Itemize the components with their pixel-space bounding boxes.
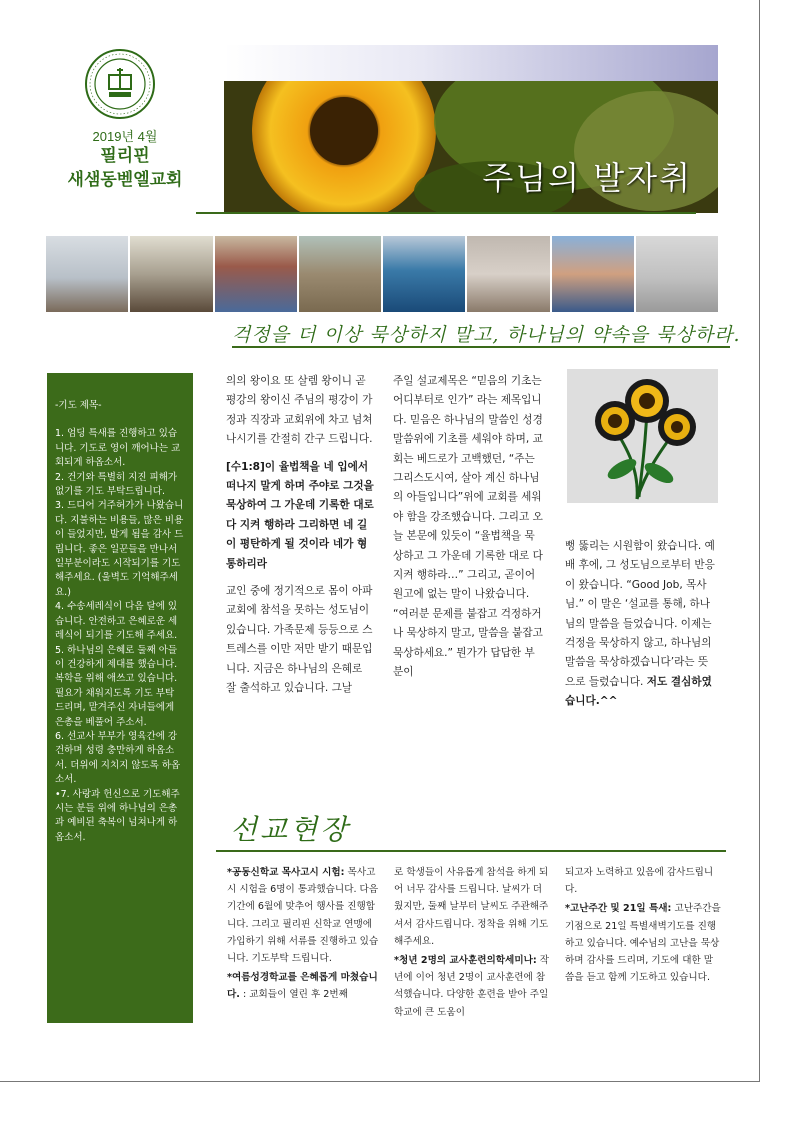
prayer-item: 5. 하나님의 은혜로 둘째 아들이 건강하게 제대를 했습니다. 복학을 위해 애쓰고 있습니다. 필요가 채워지도록 기도 부탁 드리며, 맡겨주신 자녀들에게 은총을 베풀어 주소서. <box>55 644 178 728</box>
photo-classroom <box>130 236 212 312</box>
mission-paragraph: 로 학생들이 사유롭게 참석을 하게 되어 너무 감사를 드립니다. 날씨가 더웠지만, 둘째 날부터 날씨도 주관해주셔서 감사드립니다. 정착을 위해 기도해주세요. <box>394 867 549 947</box>
photo-class-session <box>467 236 549 312</box>
mission-item-label: *고난주간 및 21일 특새: <box>565 903 672 915</box>
mission-divider <box>216 850 726 852</box>
photo-church-interior <box>46 236 128 312</box>
motto-text: 걱정을 더 이상 묵상하지 말고, 하나님의 약속을 묵상하라. <box>232 324 741 346</box>
prayer-item: 4. 수송세레식이 다음 달에 있습니다. 안전하고 은혜로운 세레식이 되기를 기도해 주세요. <box>55 601 178 642</box>
mission-section-title: 선교현장 <box>230 813 351 846</box>
church-name <box>40 144 210 192</box>
header-divider <box>196 212 696 214</box>
photo-children-crowd <box>215 236 297 312</box>
issue-date: 2019년 4월 <box>92 129 158 144</box>
article-paragraph: 주일 설교제목은 “믿음의 기초는 어디부터로 인가” 라는 제목입니다. 믿음은 하나님의 말씀인 성경말씀위에 기초를 세워야 하며, 교회는 베드로가 고백했던, “주는 그리스도시여, 살아 계신 하나님의 아들입니다”위에 교회를 세워야 함을 강조했습니다. 그리고 오늘 본문에 있듯이 “율법책을 묵상하고 그 가운데 기록한 대로 다 지켜 행하라…” 그리고, 곧이어 원고에 없는 말이 나왔습니다. “여러분 문제를 붙잡고 걱정하거나 묵상하지 말고, 말씀을 붙잡고 묵상하세요.” 뭔가가 답답한 부분이 <box>393 375 543 679</box>
photo-empty-hall <box>636 236 718 312</box>
sunflower-clipart <box>567 369 718 503</box>
prayer-title: -기도 제목- <box>55 400 102 411</box>
mission-item-label: *여름성경학교를 은혜롭게 마쳤습니다. <box>227 972 378 1001</box>
mission-item-text: : 교회들이 열린 후 2번째 <box>242 989 348 1001</box>
prayer-item: •7. 사랑과 헌신으로 기도해주시는 분들 위에 하나님의 은총과 예비된 축복이 넘쳐나게 하옵소서. <box>55 788 180 843</box>
mission-item-text: 목사고시 시험을 6명이 통과했습니다. 다음 기간에 6월에 맞추어 행사를 진행합니다. 그리고 필리핀 신학교 연맹에 가입하기 위해 서류를 진행하고 있습니다. 기도부탁 드립니다. <box>227 867 379 965</box>
mission-column-3 <box>565 864 721 988</box>
scripture-verse: [수1:8]이 율법책을 네 입에서 떠나지 말게 하며 주야로 그것을 묵상하여 그 가운데 기록한 대로 다 지켜 행하라 그리하면 네 길이 평탄하게 될 것이라 네가 형통하리라 <box>226 460 374 570</box>
mission-item-text: 작년에 이어 청년 2명이 교사훈련에 참석했습니다. 다양한 훈련을 받아 주일학교에 큰 도움이 <box>394 955 550 1018</box>
article-paragraph: 교인 중에 정기적으로 몸이 아파 교회에 참석을 못하는 성도님이 있습니다. 가족문제 등등으로 스트레스를 이만 저만 받기 때문입니다. 지금은 하나님의 은혜로 잘 출석하고 있습니다. 그날 <box>226 585 373 695</box>
mission-item-label: *공동신학교 목사고시 시험: <box>227 867 345 878</box>
banner-title: 주님의 발자취 <box>482 159 692 197</box>
mission-item-label: *청년 2명의 교사훈련의학세미나: <box>394 955 537 967</box>
mission-column-2 <box>394 864 550 1023</box>
article-paragraph: 의의 왕이요 또 살렘 왕이니 곧 평강의 왕이신 주님의 평강이 가정과 직장과 교회위에 차고 넘쳐나시기를 간절히 간구 드립니다. <box>226 375 373 446</box>
closing-statement: 저도 결심하였습니다.^^ <box>565 675 712 708</box>
mission-column-1 <box>227 864 379 1006</box>
church-name-line1: 필리핀 <box>100 146 150 166</box>
motto-divider <box>232 346 730 348</box>
prayer-requests-box <box>47 373 193 1023</box>
prayer-item: 2. 건기와 특별히 지진 피해가 없기를 기도 부탁드립니다. <box>55 471 178 498</box>
prayer-item: 6. 선교사 부부가 영육간에 강건하며 성령 충만하게 하옵소서. 더위에 지치지 않도록 하옵소서. <box>55 730 181 786</box>
article-column-1 <box>226 372 374 707</box>
banner-gradient <box>224 45 718 81</box>
prayer-item: 3. 드디어 거주허가가 나왔습니다. 지불하는 비용들, 많은 비용이 들었지만, 발게 됨을 감사 드립니다. 좋은 일꾼들을 만나서 일부분이라도 시작되기를 기도해주세요. (울벽도 기억해주세요.) <box>55 500 184 598</box>
article-paragraph <box>565 537 717 712</box>
mission-paragraph <box>394 952 550 1021</box>
mission-paragraph <box>565 900 721 986</box>
church-name-line2: 새샘동벧엘교회 <box>67 170 183 190</box>
photo-strip <box>46 236 718 312</box>
mission-paragraph <box>227 969 379 1003</box>
mission-item-text: 고난주간을 기점으로 21일 특별새벽기도를 진행하고 있습니다. 예수님의 고난을 묵상하며 감사를 드리며, 기도에 대한 말씀을 듣고 함께 기도하고 있습니다. <box>565 903 721 984</box>
church-logo <box>84 48 156 120</box>
photo-outdoor-gathering <box>299 236 381 312</box>
header-banner <box>224 45 718 213</box>
mission-paragraph: 되고자 노력하고 있음에 감사드립니다. <box>565 867 714 896</box>
mission-paragraph <box>227 864 379 967</box>
article-column-2 <box>393 372 543 691</box>
photo-choir-blue <box>383 236 465 312</box>
article-text: 뻥 뚫리는 시원함이 왔습니다. 예배 후에, 그 성도님으로부터 반응이 왔습니다. “Good Job, 목사님.” 이 말은 ‘설교를 통해, 하나님의 말씀을 들었습니다. 이제는 걱정을 묵상하지 않고, 하나님의 말씀을 묵상하겠습니다’라는 뜻으로 들렸습니다. <box>565 540 715 688</box>
prayer-item: 1. 엄딩 특새를 진행하고 있습니다. 기도로 영이 깨어나는 교회되게 하옵소서. <box>55 428 181 469</box>
photo-young-man <box>552 236 634 312</box>
article-column-3 <box>565 537 717 720</box>
